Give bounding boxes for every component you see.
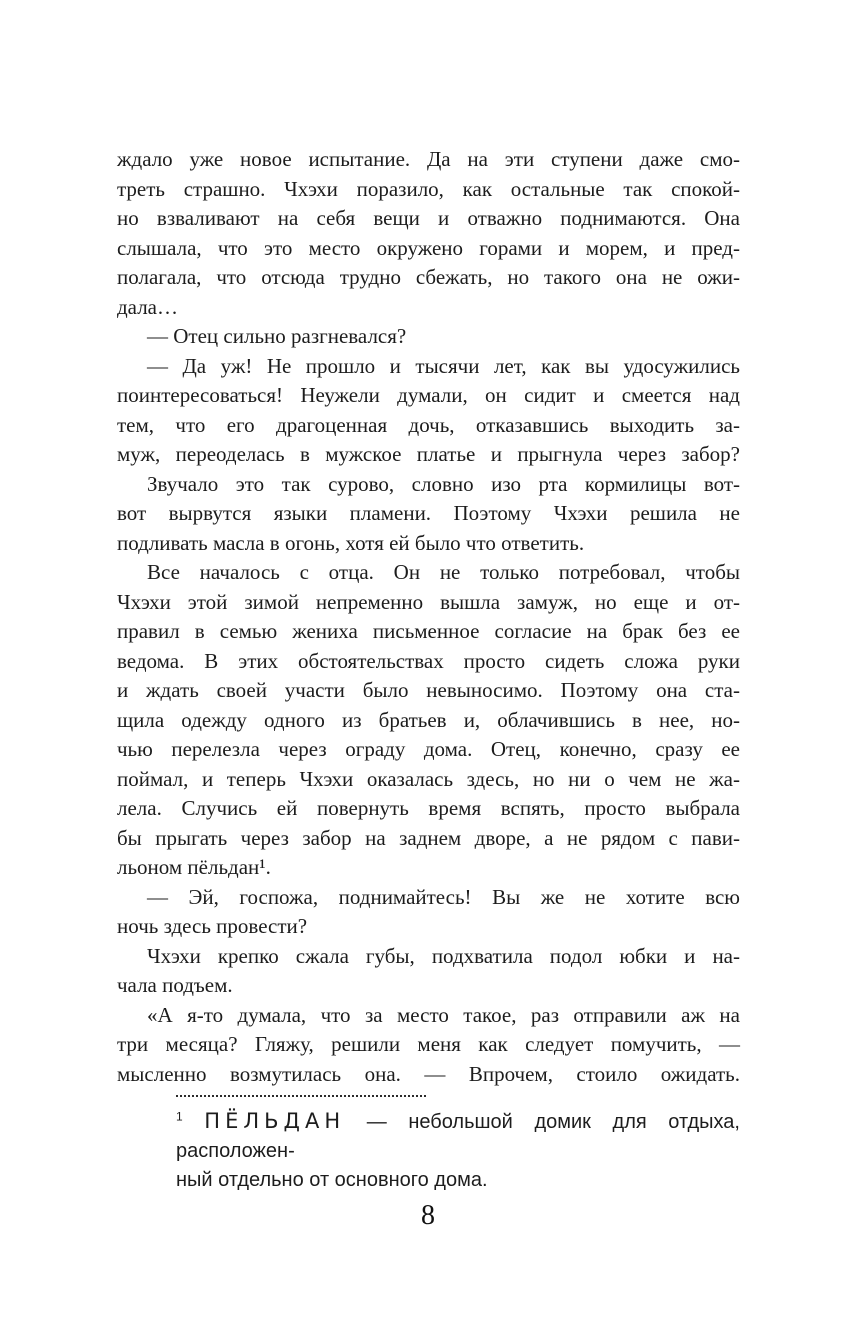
paragraph-6 (117, 883, 740, 942)
footnote-line-1 (176, 1107, 740, 1166)
text-line: щила одежду одного из братьев и, облачившись в нее, но- (117, 707, 740, 732)
text-line: муж, переоделась в мужское платье и прыгнула через забор? (117, 442, 740, 466)
text-line: тем, что его драгоценная дочь, отказавшись выходить за- (117, 412, 740, 437)
text-line: мысленно возмутилась она. — Впрочем, стоило ожидать. (117, 1061, 740, 1086)
paragraph-4 (117, 470, 740, 559)
text-line: чью перелезла через ограду дома. Отец, конечно, сразу ее (117, 737, 740, 761)
paragraph-1 (117, 145, 740, 322)
text-line: — Да уж! Не прошло и тысячи лет, как вы удосужились (147, 353, 740, 378)
footnote-term: ПЁЛЬДАН (204, 1109, 346, 1133)
text-line: треть страшно. Чхэхи поразило, как остальные так спокой- (117, 176, 740, 201)
text-line: лела. Случись ей повернуть время вспять, просто выбрала (117, 796, 740, 820)
text-line: «А я-то думала, что за место такое, раз отправили аж на (147, 1002, 740, 1027)
text-line: поинтересоваться! Неужели думали, он сидит и смеется над (117, 383, 740, 407)
footnote-marker: 1 (176, 1109, 183, 1124)
text-line: полагала, что отсюда трудно сбежать, но такого она не ожи- (117, 265, 740, 289)
text-line: вот вырвутся языки пламени. Поэтому Чхэхи решила не (117, 501, 740, 525)
text-line: льоном пёльдан¹. (117, 855, 271, 879)
paragraph-3 (117, 352, 740, 470)
text-line: дала… (117, 294, 178, 319)
paragraph-2 (117, 322, 740, 352)
footnote-divider (176, 1095, 426, 1097)
footnote-area (176, 1095, 740, 1195)
text-block (117, 145, 740, 1089)
text-line: слышала, что это место окружено горами и морем, и пред- (117, 235, 740, 260)
text-line: чала подъем. (117, 973, 233, 997)
footnote-line-2: ный отдельно от основного дома. (176, 1169, 488, 1191)
paragraph-5 (117, 558, 740, 883)
text-line: Все началось с отца. Он не только потребовал, чтобы (147, 560, 740, 584)
footnote-dash: — (366, 1111, 387, 1133)
text-line: Чхэхи этой зимой непременно вышла замуж, но еще и от- (117, 589, 740, 614)
paragraph-8 (117, 1001, 740, 1090)
footnote-text: небольшой домик для отдыха, расположен- (176, 1111, 740, 1162)
text-line: ночь здесь провести? (117, 914, 308, 938)
text-line: Чхэхи крепко сжала губы, подхватила подол юбки и на- (147, 943, 740, 968)
text-line: подливать масла в огонь, хотя ей было что ответить. (117, 530, 585, 555)
text-line: но взваливают на себя вещи и отважно поднимаются. Она (117, 206, 740, 230)
text-line: — Отец сильно разгневался? (147, 324, 407, 348)
text-line: и ждать своей участи было невыносимо. Поэтому она ста- (117, 678, 740, 702)
page-number: 8 (421, 1200, 435, 1231)
text-line: правил в семью жениха письменное согласие на брак без ее (117, 619, 740, 643)
text-line: — Эй, госпожа, поднимайтесь! Вы же не хотите всю (147, 884, 740, 909)
paragraph-7 (117, 942, 740, 1001)
text-line: Звучало это так сурово, словно изо рта кормилицы вот- (147, 471, 740, 496)
text-line: бы прыгать через забор на заднем дворе, а не рядом с пави- (117, 825, 740, 850)
text-line: ведома. В этих обстоятельствах просто сидеть сложа руки (117, 648, 740, 673)
text-line: три месяца? Гляжу, решили меня как следует помучить, — (117, 1032, 740, 1056)
text-line: поймал, и теперь Чхэхи оказалась здесь, но ни о чем не жа- (117, 766, 740, 791)
text-line: ждало уже новое испытание. Да на эти ступени даже смо- (117, 147, 740, 171)
